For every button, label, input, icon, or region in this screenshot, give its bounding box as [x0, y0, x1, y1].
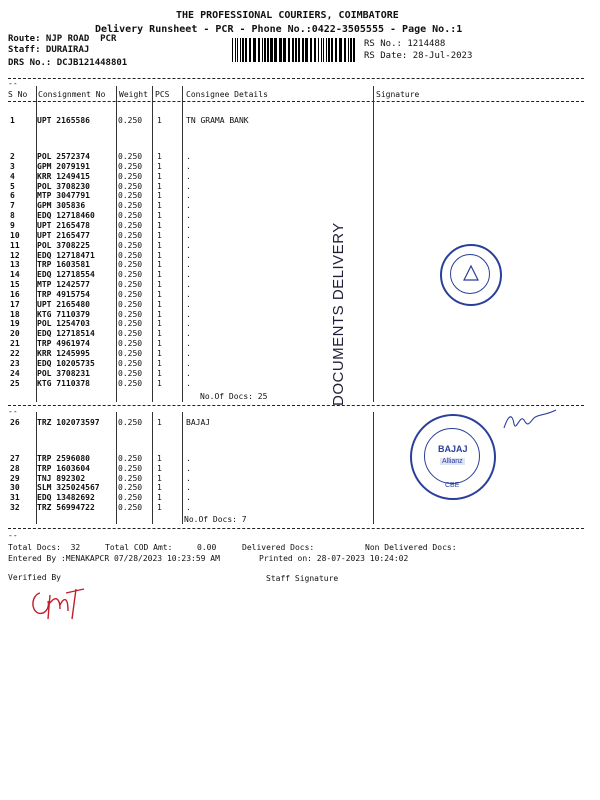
sno: 15 — [10, 280, 20, 290]
consignment-number: TRP 1603604 — [37, 463, 90, 473]
delivered-docs: Delivered Docs: — [242, 543, 315, 552]
consignee-details: . — [186, 250, 191, 260]
entered-by: Entered By :MENAKAPCR 07/28/2023 10:23:59 AM — [8, 554, 220, 563]
consignment-number: TRZ 102073597 — [37, 418, 100, 427]
consignment-number: EDQ 12718460 — [37, 211, 95, 221]
consignment-number: TNJ 892302 — [37, 473, 86, 483]
sno: 32 — [10, 503, 20, 512]
col-weight: Weight — [119, 90, 148, 99]
total-cod-value: 0.00 — [197, 543, 217, 552]
pcs-value: 1 — [157, 171, 162, 181]
consignment-number: TRP 2596080 — [37, 454, 90, 463]
weight-value: 0.250 — [118, 280, 143, 290]
sno: 23 — [10, 358, 20, 368]
pcs-value: 1 — [157, 181, 162, 191]
sno: 8 — [10, 211, 15, 221]
verified-by: Verified By — [8, 573, 61, 582]
staff-signature-label: Staff Signature — [266, 574, 339, 583]
consignment-number: UPT 2165478 — [37, 220, 90, 230]
consignment-number: GPM 305836 — [37, 201, 86, 211]
consignee-details: . — [186, 319, 191, 329]
consignment-number: TRP 4915754 — [37, 289, 90, 299]
sno: 31 — [10, 493, 20, 503]
consignment-number: KRR 1249415 — [37, 171, 90, 181]
consignee-details: . — [186, 349, 191, 358]
weight-value: 0.250 — [118, 116, 143, 125]
consignee-details: . — [186, 378, 191, 388]
col-signature: Signature — [376, 90, 420, 99]
pcs-value: 1 — [157, 349, 162, 358]
pcs-value: 1 — [157, 309, 162, 319]
printed-on: Printed on: 28-07-2023 10:24:02 — [259, 554, 409, 563]
sno: 17 — [10, 299, 20, 309]
weight-value: 0.250 — [118, 260, 143, 270]
consignment-number: TRZ 56994722 — [37, 503, 95, 512]
sno: 10 — [10, 230, 20, 240]
consignment-number: UPT 2165586 — [37, 116, 90, 125]
consignee-details: TN GRAMA BANK — [186, 116, 249, 125]
weight-value: 0.250 — [118, 503, 143, 512]
sno: 12 — [10, 250, 20, 260]
consignment-number: KTG 7110378 — [37, 378, 90, 388]
allianz-stamp-logo: Allianz — [442, 458, 463, 465]
docs-count-2: No.Of Docs: 7 — [184, 515, 247, 524]
sno: 27 — [10, 454, 20, 463]
staff-label: Staff: DURAIRAJ — [8, 45, 90, 55]
sno: 20 — [10, 329, 20, 339]
divider — [8, 78, 584, 79]
sno: 25 — [10, 378, 20, 388]
consignment-number: POL 3708230 — [37, 181, 90, 191]
weight-value: 0.250 — [118, 378, 143, 388]
consignee-details: . — [186, 161, 191, 171]
column-line — [152, 86, 153, 402]
pcs-value: 1 — [157, 463, 162, 473]
consignee-details: . — [186, 240, 191, 250]
weight-value: 0.250 — [118, 483, 143, 493]
consignee-details: . — [186, 503, 191, 512]
sno: 14 — [10, 270, 20, 280]
consignee-details: . — [186, 220, 191, 230]
divider — [8, 528, 584, 529]
pcs-value: 1 — [157, 220, 162, 230]
consignment-number: EDQ 10205735 — [37, 358, 95, 368]
weight-value: 0.250 — [118, 171, 143, 181]
consignment-number: POL 3708231 — [37, 368, 90, 378]
consignment-number: KTG 7110379 — [37, 309, 90, 319]
consignment-number: GPM 2079191 — [37, 161, 90, 171]
consignee-details: . — [186, 201, 191, 211]
column-line — [373, 86, 374, 402]
consignment-number: SLM 325024567 — [37, 483, 100, 493]
weight-value: 0.250 — [118, 418, 143, 427]
consignment-number: POL 1254703 — [37, 319, 90, 329]
consignee-details: . — [186, 171, 191, 181]
consignee-details: . — [186, 493, 191, 503]
pcs-value: 1 — [157, 368, 162, 378]
pcs-value: 1 — [157, 280, 162, 290]
sno: 21 — [10, 339, 20, 349]
consignee-details: . — [186, 211, 191, 221]
consignee-details: . — [186, 230, 191, 240]
sno: 28 — [10, 463, 20, 473]
pcs-value: 1 — [157, 299, 162, 309]
consignee-details: . — [186, 368, 191, 378]
weight-value: 0.250 — [118, 152, 143, 161]
sno: 4 — [10, 171, 15, 181]
weight-value: 0.250 — [118, 368, 143, 378]
consignee-details: . — [186, 473, 191, 483]
consignment-number: UPT 2165480 — [37, 299, 90, 309]
pcs-value: 1 — [157, 152, 162, 161]
weight-value: 0.250 — [118, 329, 143, 339]
sno: 18 — [10, 309, 20, 319]
pcs-value: 1 — [157, 191, 162, 201]
docs-count: No.Of Docs: 25 — [200, 392, 268, 401]
weight-value: 0.250 — [118, 201, 143, 211]
sno: 9 — [10, 220, 15, 230]
divider-marks: -- — [8, 407, 18, 416]
pcs-value: 1 — [157, 161, 162, 171]
pcs-value: 1 — [157, 483, 162, 493]
drs-number: DRS No.: DCJB121448801 — [8, 58, 128, 68]
consignment-number: MTP 1242577 — [37, 280, 90, 290]
consignee-details: . — [186, 463, 191, 473]
weight-value: 0.250 — [118, 211, 143, 221]
consignment-number: KRR 1245995 — [37, 349, 90, 358]
weight-value: 0.250 — [118, 161, 143, 171]
consignee-details: . — [186, 309, 191, 319]
sno: 7 — [10, 201, 15, 211]
sno: 3 — [10, 161, 15, 171]
non-delivered-docs: Non Delivered Docs: — [365, 543, 457, 552]
weight-value: 0.250 — [118, 493, 143, 503]
bajaj-allianz-stamp — [410, 414, 496, 500]
weight-value: 0.250 — [118, 289, 143, 299]
consignee-details: . — [186, 329, 191, 339]
column-line — [182, 86, 183, 402]
consignment-number: POL 2572374 — [37, 152, 90, 161]
divider — [8, 101, 584, 102]
rs-number: RS No.: 1214488 — [364, 39, 446, 49]
weight-value: 0.250 — [118, 454, 143, 463]
sno: 16 — [10, 289, 20, 299]
total-docs: Total Docs: 32 — [8, 543, 81, 552]
runsheet-title: Delivery Runsheet - PCR - Phone No.:0422-3505555 - Page No.:1 — [95, 24, 463, 35]
consignment-number: EDQ 12718554 — [37, 270, 95, 280]
weight-value: 0.250 — [118, 473, 143, 483]
col-details: Consignee Details — [186, 90, 268, 99]
column-line — [373, 412, 374, 524]
weight-value: 0.250 — [118, 358, 143, 368]
pcs-value: 1 — [157, 260, 162, 270]
weight-value: 0.250 — [118, 181, 143, 191]
col-consignment: Consignment No — [38, 90, 106, 99]
sno: 6 — [10, 191, 15, 201]
consignee-details: . — [186, 152, 191, 161]
weight-value: 0.250 — [118, 240, 143, 250]
sno: 22 — [10, 349, 20, 358]
weight-value: 0.250 — [118, 309, 143, 319]
sno: 24 — [10, 368, 20, 378]
consignee-details: . — [186, 483, 191, 493]
pcs-value: 1 — [157, 201, 162, 211]
column-line — [182, 412, 183, 524]
sno: 29 — [10, 473, 20, 483]
consignee-details: . — [186, 299, 191, 309]
consignee-details: . — [186, 191, 191, 201]
weight-value: 0.250 — [118, 463, 143, 473]
consignee-details: . — [186, 339, 191, 349]
pcs-value: 1 — [157, 230, 162, 240]
handwritten-signature — [500, 406, 560, 436]
documents-delivery-stamp: DOCUMENTS DELIVERY — [330, 222, 347, 406]
bajaj-stamp-logo: BAJAJ — [438, 444, 468, 454]
weight-value: 0.250 — [118, 339, 143, 349]
sno: 26 — [10, 418, 20, 427]
grama-bank-stamp — [440, 244, 502, 306]
sno: 13 — [10, 260, 20, 270]
pcs-value: 1 — [157, 378, 162, 388]
sno: 11 — [10, 240, 20, 250]
sno: 5 — [10, 181, 15, 191]
consignee-details: . — [186, 454, 191, 463]
weight-value: 0.250 — [118, 220, 143, 230]
pcs-value: 1 — [157, 211, 162, 221]
sno: 1 — [10, 116, 15, 125]
pcs-value: 1 — [157, 250, 162, 260]
consignment-number: EDQ 13482692 — [37, 493, 95, 503]
consignment-number: TRP 4961974 — [37, 339, 90, 349]
total-cod-label: Total COD Amt: — [105, 543, 173, 552]
pcs-value: 1 — [157, 493, 162, 503]
consignee-details: . — [186, 289, 191, 299]
column-line — [116, 86, 117, 402]
pcs-value: 1 — [157, 418, 162, 427]
consignment-number: TRP 1603581 — [37, 260, 90, 270]
weight-value: 0.250 — [118, 250, 143, 260]
consignee-details: . — [186, 260, 191, 270]
consignment-number: EDQ 12718514 — [37, 329, 95, 339]
divider — [8, 405, 584, 406]
cbe-stamp-text: CBE — [445, 482, 460, 489]
barcode — [232, 38, 358, 62]
divider-marks: -- — [8, 79, 18, 88]
route-label: Route: NJP ROAD PCR — [8, 34, 117, 44]
column-line — [116, 412, 117, 524]
consignee-details: BAJAJ — [186, 418, 211, 427]
pcs-value: 1 — [157, 339, 162, 349]
consignment-number: MTP 3047791 — [37, 191, 90, 201]
pcs-value: 1 — [157, 329, 162, 339]
sno: 2 — [10, 152, 15, 161]
pcs-value: 1 — [157, 503, 162, 512]
sno: 19 — [10, 319, 20, 329]
pcs-value: 1 — [157, 319, 162, 329]
consignee-details: . — [186, 181, 191, 191]
weight-value: 0.250 — [118, 230, 143, 240]
verifier-signature — [26, 585, 96, 625]
col-sno: S No — [8, 90, 28, 99]
consignee-details: . — [186, 270, 191, 280]
col-pcs: PCS — [155, 90, 170, 99]
column-line — [152, 412, 153, 524]
pcs-value: 1 — [157, 289, 162, 299]
weight-value: 0.250 — [118, 191, 143, 201]
pcs-value: 1 — [157, 240, 162, 250]
rs-date: RS Date: 28-Jul-2023 — [364, 51, 473, 61]
weight-value: 0.250 — [118, 319, 143, 329]
consignment-number: POL 3708225 — [37, 240, 90, 250]
company-name: THE PROFESSIONAL COURIERS, COIMBATORE — [176, 10, 399, 21]
weight-value: 0.250 — [118, 299, 143, 309]
pcs-value: 1 — [157, 358, 162, 368]
pcs-value: 1 — [157, 116, 162, 125]
pcs-value: 1 — [157, 473, 162, 483]
weight-value: 0.250 — [118, 349, 143, 358]
weight-value: 0.250 — [118, 270, 143, 280]
consignment-number: EDQ 12718471 — [37, 250, 95, 260]
sno: 30 — [10, 483, 20, 493]
grama-bank-stamp-icon — [442, 246, 500, 304]
pcs-value: 1 — [157, 270, 162, 280]
divider-marks: -- — [8, 531, 18, 540]
consignment-number: UPT 2165477 — [37, 230, 90, 240]
pcs-value: 1 — [157, 454, 162, 463]
consignee-details: . — [186, 358, 191, 368]
consignee-details: . — [186, 280, 191, 290]
